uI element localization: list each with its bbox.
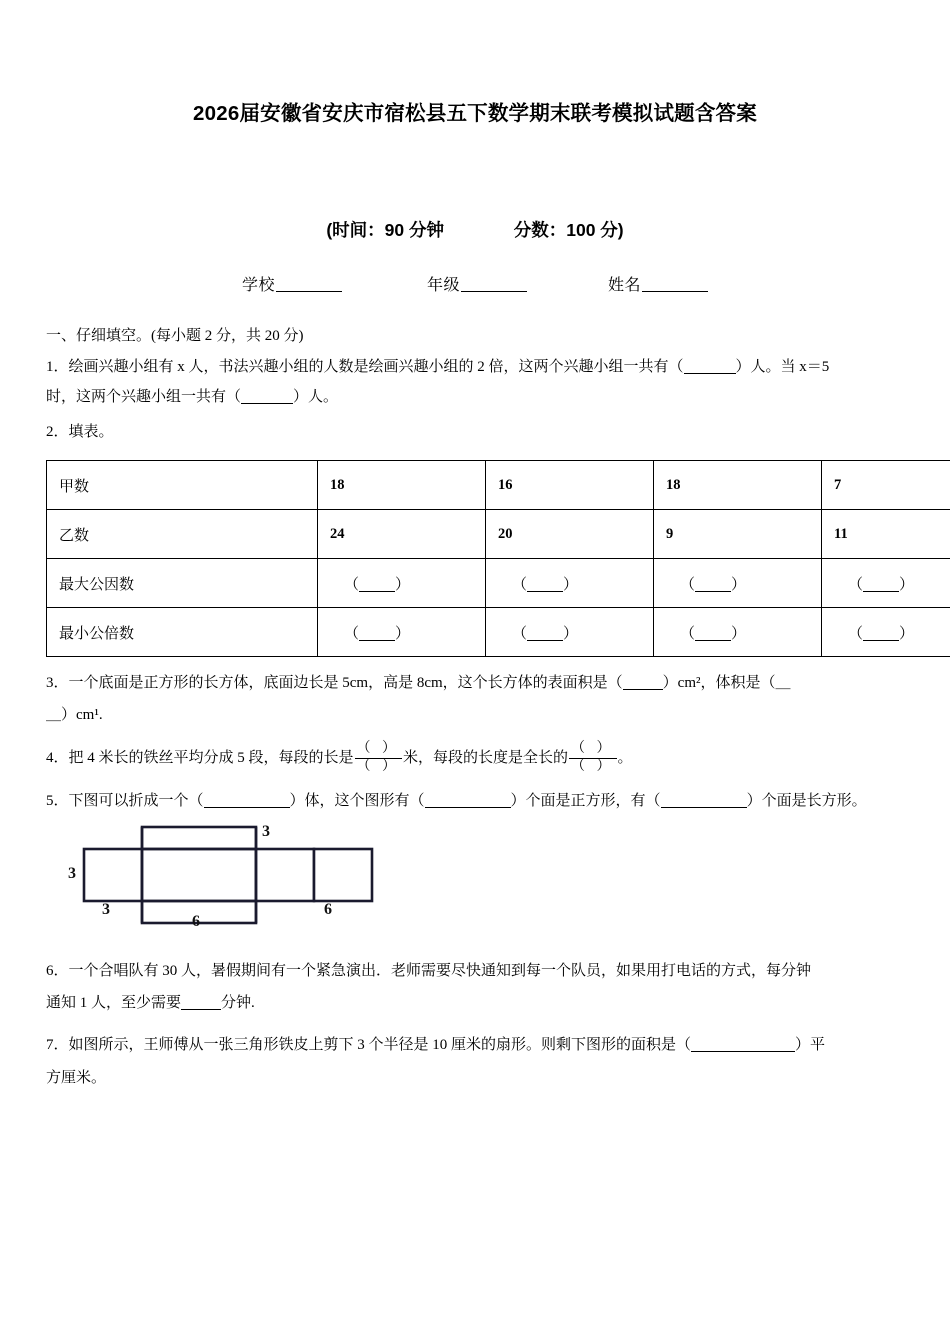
question-4 (46, 742, 904, 775)
name-label: 姓名 (608, 276, 642, 294)
question-1-text-d: ）人。 (293, 388, 339, 405)
table-row (47, 461, 950, 510)
identity-line (46, 242, 904, 295)
question-5-text-a: 下图可以折成一个（ (68, 792, 204, 809)
row-label: 最大公因数 (47, 559, 318, 608)
question-2 (46, 416, 904, 448)
row-label: 甲数 (47, 461, 318, 510)
question-6-blank-1[interactable] (181, 1009, 221, 1010)
net-label-top-right: 3 (262, 822, 270, 840)
grade-label: 年级 (426, 276, 460, 294)
exam-time-label: (时间：90 分钟 (326, 219, 444, 240)
question-4-fraction-2[interactable] (569, 742, 617, 774)
net-face-center-rect (142, 849, 256, 901)
question-4-number: 4． (46, 749, 69, 766)
net-face-top-flap (142, 827, 256, 849)
table-cell-blank[interactable]: （ ） (654, 559, 822, 608)
question-6-number: 6． (46, 962, 69, 979)
name-blank[interactable] (642, 277, 708, 292)
question-4-text-c: 。 (617, 749, 633, 766)
table-cell-blank[interactable]: （ ） (318, 559, 486, 608)
question-4-text-a: 把 4 米长的铁丝平均分成 5 段，每段的长是 (68, 749, 354, 766)
net-face-left-square (84, 849, 142, 901)
exam-score-label: 分数：100 分) (513, 219, 624, 240)
net-label-bottom-left: 3 (102, 900, 110, 918)
question-1-number: 1． (46, 358, 69, 375)
question-6-text-b: 通知 1 人，至少需要 (46, 995, 182, 1012)
question-5-blank-1[interactable] (204, 807, 290, 808)
net-face-far-right-rect (314, 849, 372, 901)
table-cell: 18 (654, 461, 822, 510)
question-5-blank-3[interactable] (661, 807, 747, 808)
question-7-text-c: 方厘米。 (46, 1069, 107, 1086)
question-5 (46, 785, 904, 817)
table-cell: 24 (318, 510, 486, 559)
question-6 (46, 955, 904, 1020)
section-heading-1: 一、仔细填空。(每小题 2 分，共 20 分) (46, 327, 304, 344)
grade-field (427, 272, 527, 295)
question-7-blank-1[interactable] (691, 1051, 795, 1052)
question-5-text-d: ）个面是长方形。 (746, 792, 867, 809)
question-5-text-c: ）个面是正方形，有（ (510, 792, 661, 809)
table-cell-blank[interactable]: （ ） (654, 608, 822, 657)
table-cell-blank[interactable]: （ ） (486, 559, 654, 608)
net-face-right-square (256, 849, 314, 901)
question-3-text-a: 一个底面是正方形的长方体，底面边长是 5cm，高是 8cm，这个长方体的表面积是（ (68, 675, 623, 692)
table-cell: 18 (318, 461, 486, 510)
table-cell: 16 (486, 461, 654, 510)
school-label: 学校 (241, 276, 275, 294)
net-label-bottom-right: 6 (324, 900, 332, 918)
gcd-lcm-table (46, 460, 950, 657)
question-5-blank-2[interactable] (425, 807, 511, 808)
question-5-number: 5． (46, 792, 69, 809)
question-1-text-c: 时，这两个兴趣小组一共有（ (46, 388, 242, 405)
question-7-text-b: ）平 (795, 1037, 826, 1054)
cuboid-net-diagram (56, 822, 386, 933)
net-label-left: 3 (68, 864, 76, 882)
question-2-number: 2． (46, 423, 69, 440)
table-cell-blank[interactable]: （ ） (318, 608, 486, 657)
question-1-text-b: ）人。当 x＝5 (735, 358, 830, 375)
question-6-text-c: 分钟. (221, 995, 255, 1012)
table-cell: 20 (486, 510, 654, 559)
question-3 (46, 667, 904, 732)
question-5-text-b: ）体，这个图形有（ (289, 792, 425, 809)
school-field (242, 272, 342, 295)
question-1-text-a: 绘画兴趣小组有 x 人，书法兴趣小组的人数是绘画兴趣小组的 2 倍，这两个兴趣小组一共有（ (68, 358, 684, 375)
school-blank[interactable] (276, 277, 342, 292)
table-cell-blank[interactable]: （ ） (486, 608, 654, 657)
net-label-bottom-center: 6 (192, 912, 200, 930)
table-cell: 7 (822, 461, 950, 510)
question-3-text-c: ＿）cm¹. (46, 707, 103, 724)
question-2-text: 填表。 (68, 423, 114, 440)
question-4-fraction-1[interactable] (355, 742, 403, 774)
table-row (47, 608, 950, 657)
question-1 (46, 352, 904, 412)
name-field (608, 272, 708, 295)
question-6-text-a: 一个合唱队有 30 人，暑假期间有一个紧急演出．老师需要尽快通知到每一个队员，如果用打电话的方式，每分钟 (68, 962, 812, 979)
grade-blank[interactable] (461, 277, 527, 292)
fraction-denominator: （ ） (571, 758, 615, 774)
table-row (47, 559, 950, 608)
question-3-text-b: ）cm²，体积是（＿ (662, 675, 791, 692)
question-7-text-a: 如图所示，王师傅从一张三角形铁皮上剪下 3 个半径是 10 厘米的扇形。则剩下图形的面积是（ (68, 1037, 692, 1054)
question-4-text-b: 米，每段的长度是全长的 (403, 749, 569, 766)
table-cell: 9 (654, 510, 822, 559)
fraction-numerator: （ ） (355, 742, 403, 759)
question-1-blank-2[interactable] (241, 403, 293, 404)
question-3-blank-1[interactable] (623, 689, 663, 690)
fraction-numerator: （ ） (569, 742, 617, 759)
question-7-number: 7． (46, 1037, 69, 1054)
question-7 (46, 1029, 904, 1094)
table-cell: 11 (822, 510, 950, 559)
table-row (47, 510, 950, 559)
table-cell-blank[interactable]: （ ） (822, 608, 950, 657)
table-cell-blank[interactable]: （ ） (822, 559, 950, 608)
row-label: 乙数 (47, 510, 318, 559)
question-1-blank-1[interactable] (684, 373, 736, 374)
question-3-number: 3． (46, 675, 69, 692)
fraction-denominator: （ ） (356, 758, 401, 774)
exam-meta (46, 127, 904, 242)
row-label: 最小公倍数 (47, 608, 318, 657)
page-title: 2026届安徽省安庆市宿松县五下数学期末联考模拟试题含答案 (193, 102, 757, 125)
